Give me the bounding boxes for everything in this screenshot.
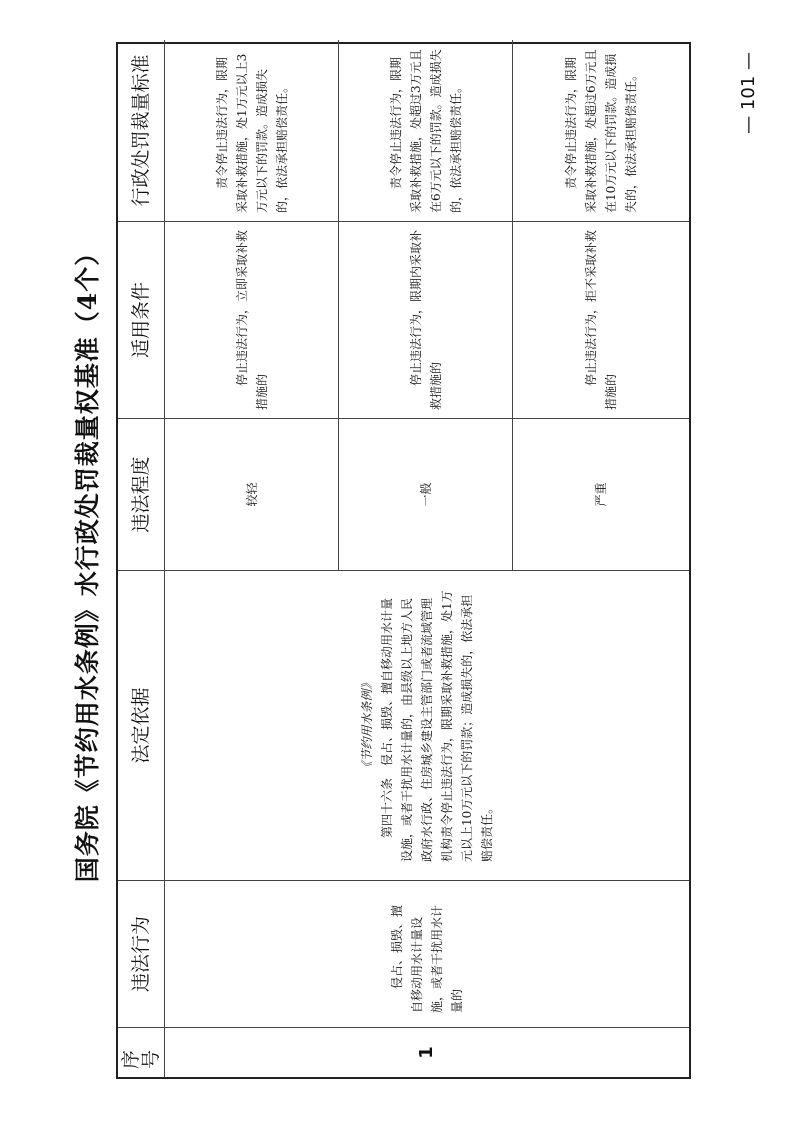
standard-text: 责令停止违法行为，限期采取补救措施，处超过6万元且在10万元以下的罚款。造成损失的，依法承担赔偿责任。 bbox=[564, 49, 638, 213]
entry-basis bbox=[165, 570, 689, 880]
condition-text: 停止违法行为，拒不采取补救措施的 bbox=[584, 229, 618, 410]
entry-seq: 1 bbox=[165, 1027, 689, 1077]
condition-cell bbox=[513, 221, 689, 418]
violation-text: 侵占、损毁、擅自移动用水计量设施，或者干扰用水计量的 bbox=[390, 904, 464, 1013]
header-seq: 序号 bbox=[118, 1027, 165, 1077]
degree-cell: 较轻 bbox=[165, 418, 339, 570]
basis-title: 《节约用水条例》 bbox=[360, 677, 374, 774]
entry-violation bbox=[165, 880, 689, 1027]
header-degree: 违法程度 bbox=[118, 418, 165, 570]
condition-cell bbox=[165, 221, 339, 418]
standard-text: 责令停止违法行为，限期采取补救措施，处超过3万元且在6万元以下的罚款。造成损失的，依法承担赔偿责任。 bbox=[388, 49, 463, 213]
document-title: 国务院《节约用水条例》水行政处罚裁量权基准（4个） bbox=[73, 239, 102, 883]
condition-text: 停止违法行为，限期内采取补救措施的 bbox=[408, 229, 443, 410]
standard-cell bbox=[339, 40, 513, 221]
page-number: — 101 — bbox=[738, 52, 759, 134]
condition-text: 停止违法行为，立即采取补救措施的 bbox=[234, 229, 269, 410]
penalty-table bbox=[116, 42, 691, 1079]
header-condition: 适用条件 bbox=[118, 221, 165, 418]
header-standard: 行政处罚裁量标准 bbox=[118, 40, 165, 221]
header-basis: 法定依据 bbox=[118, 570, 165, 880]
condition-cell bbox=[339, 221, 513, 418]
basis-text: 第四十六条 侵占、损毁、擅自移动用水计量设施，或者干扰用水计量的，由县级以上地方人民政府水行政、住房城乡建设主管部门或者流域管理机构责令停止违法行为，限期采取补救措施，处1万元以上10万元以下的罚款；造成损失的，依法承担赔偿责任。 bbox=[380, 590, 494, 862]
degree-cell: 严重 bbox=[513, 418, 689, 570]
standard-cell bbox=[165, 40, 339, 221]
standard-cell bbox=[513, 40, 689, 221]
standard-text: 责令停止违法行为，限期采取补救措施，处1万元以上3万元以下的罚款。造成损失的，依法承担赔偿责任。 bbox=[214, 53, 289, 213]
header-violation: 违法行为 bbox=[118, 880, 165, 1027]
degree-cell: 一般 bbox=[339, 418, 513, 570]
